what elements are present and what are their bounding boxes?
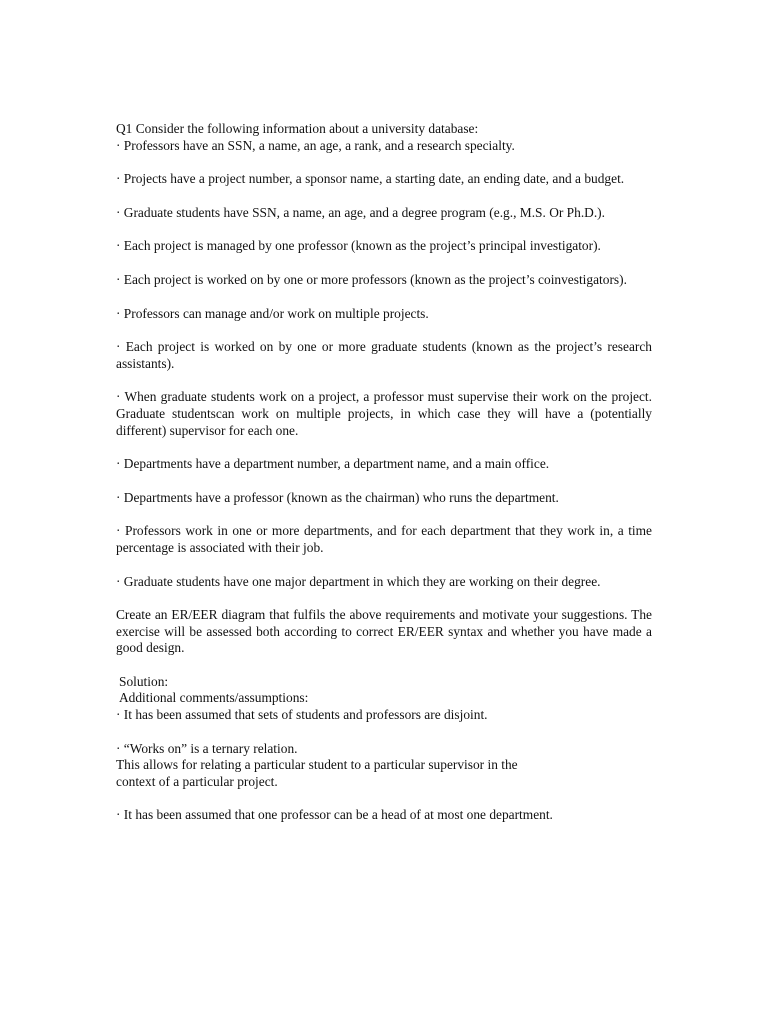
requirement-research-assistants: · Each project is worked on by one or more graduate students (known as the project’s research assistants). (116, 339, 652, 371)
requirement-projects: · Projects have a project number, a sponsor name, a starting date, an ending date, and a budget. (116, 171, 625, 187)
solution-label: Solution: (119, 673, 169, 689)
requirement-multiple-projects: · Professors can manage and/or work on multiple projects. (116, 305, 429, 321)
requirement-graduate-students: · Graduate students have SSN, a name, an age, and a degree program (e.g., M.S. Or Ph.D.). (116, 204, 605, 220)
requirement-time-percentage: · Professors work in one or more departments, and for each department that they work in, a time percentage is associated with their job. (116, 523, 652, 555)
works-on-line: context of a particular project. (116, 773, 278, 789)
requirement-coinvestigators: · Each project is worked on by one or more professors (known as the project’s coinvestigators). (116, 271, 627, 287)
task-description: Create an ER/EER diagram that fulfils the above requirements and motivate your suggestions. The exercise will be assessed both according to correct ER/EER syntax and whether you have made a good design. (116, 607, 652, 656)
intro-block (116, 121, 652, 154)
works-on-line: · “Works on” is a ternary relation. (116, 740, 298, 756)
comments-label: Additional comments/assumptions: (119, 690, 309, 706)
requirement-major-department: · Graduate students have one major department in which they are working on their degree. (116, 573, 601, 589)
requirement-principal-investigator: · Each project is managed by one professor (known as the project’s principal investigator). (116, 238, 601, 254)
works-on-block (116, 741, 652, 791)
requirement-departments: · Departments have a department number, a department name, and a main office. (116, 456, 550, 472)
assumption-disjoint: · It has been assumed that sets of students and professors are disjoint. (116, 707, 488, 723)
document-body (116, 121, 652, 824)
works-on-line: This allows for relating a particular student to a particular supervisor in the (116, 757, 518, 773)
requirement-professors: · Professors have an SSN, a name, an age, a rank, and a research specialty. (116, 137, 515, 153)
question-heading: Q1 Consider the following information about a university database: (116, 121, 479, 136)
solution-block (116, 674, 652, 724)
requirement-supervision: · When graduate students work on a project, a professor must supervise their work on the project. Graduate studentscan work on multiple projects, in which case they will have a (potentially different) supervisor for each one. (116, 389, 652, 438)
assumption-head-of-department: · It has been assumed that one professor can be a head of at most one department. (116, 807, 553, 823)
requirement-chairman: · Departments have a professor (known as the chairman) who runs the department. (116, 489, 559, 505)
